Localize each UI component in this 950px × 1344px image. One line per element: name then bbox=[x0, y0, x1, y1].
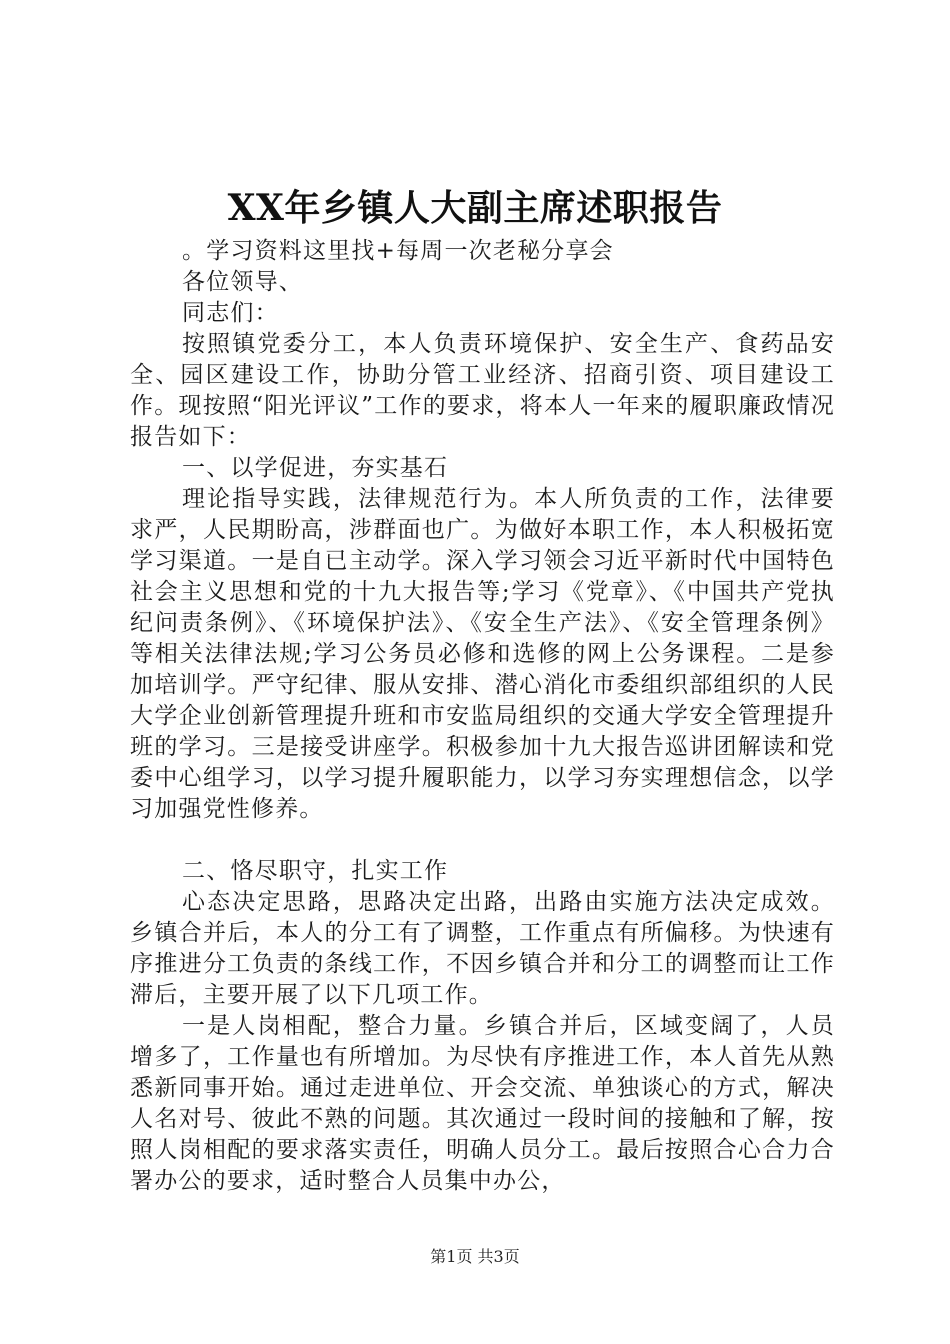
section-heading-2: 二、恪尽职守，扎实工作 bbox=[182, 858, 449, 884]
paragraph-salutation-comrades: 同志们： bbox=[182, 300, 279, 326]
section-heading-1: 一、以学促进，夯实基石 bbox=[182, 455, 449, 481]
page-footer: 第1页 共3页 bbox=[430, 1247, 520, 1266]
paragraph-intro-note: 。学习资料这里找+每周一次老秘分享会 bbox=[182, 238, 614, 264]
paragraph-responsibilities: 按照镇党委分工，本人负责环境保护、安全生产、食药品安全、园区建设工作，协助分管工业经济、招商引资、项目建设工作。现按照“阳光评议”工作的要求，将本人一年来的履职廉政情况报告如下： bbox=[130, 331, 835, 450]
document-body bbox=[130, 236, 835, 1197]
paragraph-study: 理论指导实践，法律规范行为。本人所负责的工作，法律要求严，人民期盼高，涉群面也广。为做好本职工作，本人积极拓宽学习渠道。一是自已主动学。深入学习领会习近平新时代中国特色社会主义思想和党的十九大报告等;学习《党章》、《中国共产党执纪问责条例》、《环境保护法》、《安全生产法》、《安全管理条例》等相关法律法规;学习公务员必修和选修的网上公务课程。二是参加培训学。严守纪律、服从安排、潜心消化市委组织部组织的人民大学企业创新管理提升班和市安监局组织的交通大学安全管理提升班的学习。三是接受讲座学。积极参加十九大报告巡讲团解读和党委中心组学习，以学习提升履职能力，以学习夯实理想信念，以学习加强党性修养。 bbox=[130, 486, 835, 822]
paragraph-staffing: 一是人岗相配，整合力量。乡镇合并后，区域变阔了，人员增多了，工作量也有所增加。为尽快有序推进工作，本人首先从熟悉新同事开始。通过走进单位、开会交流、单独谈心的方式，解决人名对号、彼此不熟的问题。其次通过一段时间的接触和了解，按照人岗相配的要求落实责任，明确人员分工。最后按照合心合力合署办公的要求，适时整合人员集中办公， bbox=[130, 1013, 835, 1194]
document-title: XX年乡镇人大副主席述职报告 bbox=[227, 187, 723, 229]
paragraph-salutation-leaders: 各位领导、 bbox=[182, 269, 303, 295]
paragraph-work-approach: 心态决定思路，思路决定出路，出路由实施方法决定成效。乡镇合并后，本人的分工有了调整，工作重点有所偏移。为快速有序推进分工负责的条线工作，不因乡镇合并和分工的调整而让工作滞后，主要开展了以下几项工作。 bbox=[130, 889, 835, 1008]
